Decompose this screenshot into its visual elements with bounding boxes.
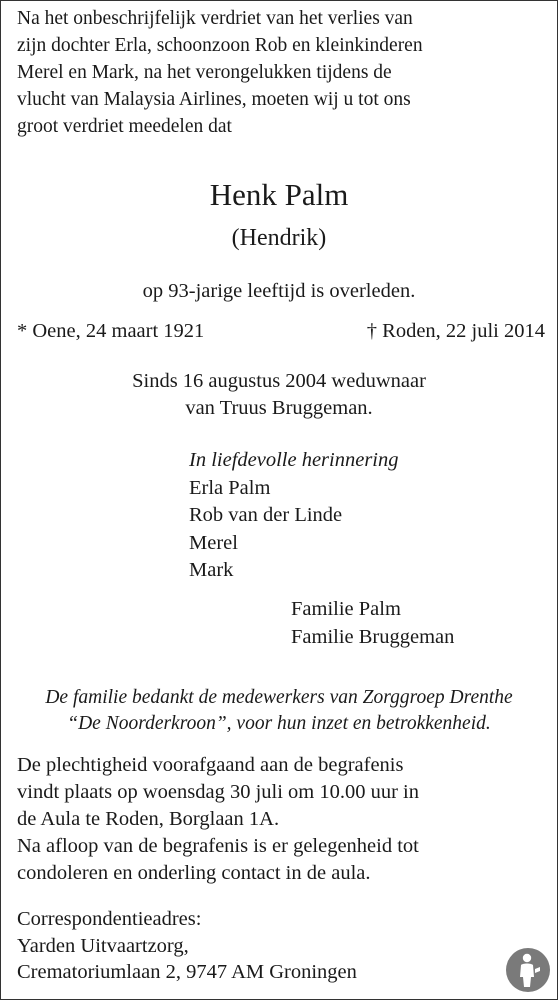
deceased-name: Henk Palm	[209, 177, 349, 212]
memory-lead: In liefdevolle herinnering	[189, 449, 399, 471]
widower-note	[1, 368, 557, 422]
memory-block	[189, 447, 399, 585]
family-name: Familie Bruggeman	[291, 626, 455, 648]
death-date: † Roden, 22 juli 2014	[366, 320, 545, 342]
thanks-line: De familie bedankt de medewerkers van Zorggroep Drenthe	[45, 687, 513, 708]
intro-line: groot verdriet meedelen dat	[17, 116, 232, 137]
birth-date: * Oene, 24 maart 1921	[17, 320, 205, 342]
yarden-logo-icon	[505, 947, 551, 993]
age-line: op 93-jarige leeftijd is overleden.	[142, 280, 416, 302]
ceremony-paragraph	[17, 752, 419, 887]
deceased-nickname: (Hendrik)	[231, 225, 327, 251]
intro-line: zijn dochter Erla, schoonzoon Rob en kleinkinderen	[17, 35, 423, 56]
ceremony-line: Na afloop van de begrafenis is er gelegenheid tot	[17, 835, 419, 857]
ceremony-line: condoleren en onderling contact in de aula.	[17, 862, 371, 884]
widower-line: Sinds 16 augustus 2004 weduwnaar	[132, 370, 426, 392]
intro-line: Merel en Mark, na het verongelukken tijdens de	[17, 62, 392, 83]
correspondence-address	[17, 906, 357, 986]
memory-name: Erla Palm	[189, 476, 271, 499]
logo-head	[523, 954, 531, 962]
memory-name: Rob van der Linde	[189, 504, 343, 526]
ceremony-line: de Aula te Roden, Borglaan 1A.	[17, 808, 280, 830]
correspondence-line: Yarden Uitvaartzorg,	[17, 934, 189, 957]
family-block	[291, 595, 454, 651]
thanks-line: “De Noorderkroon”, voor hun inzet en betrokkenheid.	[67, 713, 491, 734]
intro-paragraph	[17, 5, 423, 140]
ceremony-line: De plechtigheid voorafgaand aan de begrafenis	[17, 754, 404, 776]
widower-line: van Truus Bruggeman.	[185, 397, 373, 419]
intro-line: vlucht van Malaysia Airlines, moeten wij u tot ons	[17, 89, 411, 110]
family-name: Familie Palm	[291, 598, 401, 620]
memory-name: Merel	[189, 531, 238, 554]
correspondence-line: Correspondentieadres:	[17, 908, 202, 930]
memory-name: Mark	[189, 559, 234, 581]
ceremony-line: vindt plaats op woensdag 30 juli om 10.00 uur in	[17, 781, 419, 803]
intro-line: Na het onbeschrijfelijk verdriet van het verlies van	[17, 8, 413, 29]
correspondence-line: Crematoriumlaan 2, 9747 AM Groningen	[17, 961, 357, 983]
thanks-note	[1, 685, 557, 737]
